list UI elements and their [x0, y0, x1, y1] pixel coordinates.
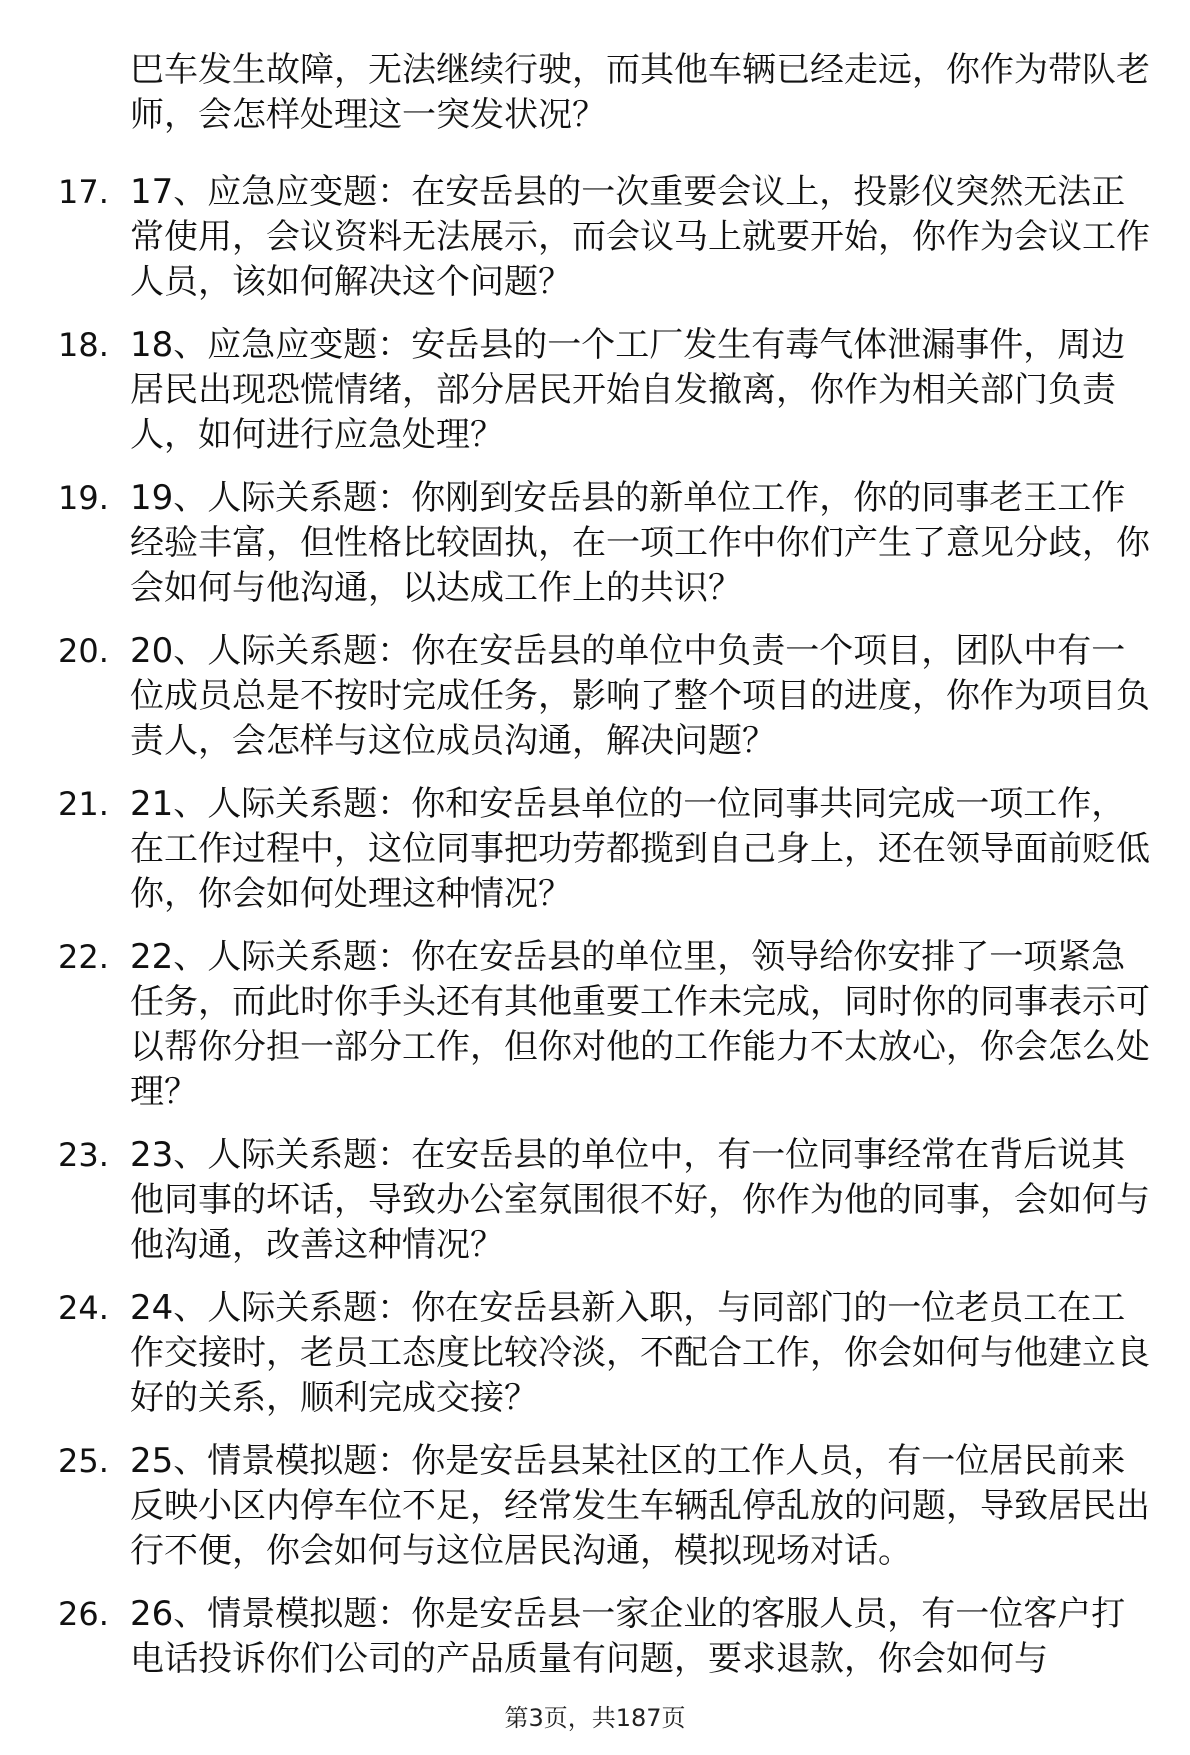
- question-item: [0, 629, 1190, 764]
- question-number: 23.: [58, 1136, 109, 1174]
- question-text: 17、应急应变题：在安岳县的一次重要会议上，投影仪突然无法正常使用，会议资料无法展示，而会议马上就要开始，你作为会议工作人员，该如何解决这个问题？: [130, 172, 1150, 302]
- question-item: [0, 1286, 1190, 1421]
- question-item: [0, 1439, 1190, 1574]
- question-text: 24、人际关系题：你在安岳县新入职，与同部门的一位老员工在工作交接时，老员工态度比较冷淡，不配合工作，你会如何与他建立良好的关系，顺利完成交接？: [130, 1288, 1150, 1418]
- question-text: 18、应急应变题：安岳县的一个工厂发生有毒气体泄漏事件，周边居民出现恐慌情绪，部分居民开始自发撤离，你作为相关部门负责人，如何进行应急处理？: [130, 325, 1126, 455]
- question-item: [0, 782, 1190, 917]
- question-number: 20.: [58, 632, 109, 670]
- question-number: 21.: [58, 785, 109, 823]
- question-item: [0, 935, 1190, 1115]
- question-number: 19.: [58, 479, 109, 517]
- question-number: 22.: [58, 938, 109, 976]
- page-footer: [0, 1698, 1190, 1733]
- question-list: [0, 170, 1190, 1700]
- question-text: 19、人际关系题：你刚到安岳县的新单位工作，你的同事老王工作经验丰富，但性格比较固执，在一项工作中你们产生了意见分歧，你会如何与他沟通，以达成工作上的共识？: [130, 478, 1150, 608]
- question-number: 26.: [58, 1595, 109, 1633]
- continuation-paragraph: 巴车发生故障，无法继续行驶，而其他车辆已经走远，你作为带队老师，会怎样处理这一突发状况？: [130, 50, 1150, 135]
- question-text: 22、人际关系题：你在安岳县的单位里，领导给你安排了一项紧急任务，而此时你手头还有其他重要工作未完成，同时你的同事表示可以帮你分担一部分工作，但你对他的工作能力不太放心，你会怎么处理？: [130, 937, 1150, 1112]
- question-item: [0, 1133, 1190, 1268]
- question-text: 26、情景模拟题：你是安岳县一家企业的客服人员，有一位客户打电话投诉你们公司的产品质量有问题，要求退款，你会如何与: [130, 1594, 1126, 1679]
- question-number: 25.: [58, 1442, 109, 1480]
- question-item: [0, 323, 1190, 458]
- question-number: 24.: [58, 1289, 109, 1327]
- question-item: [0, 170, 1190, 305]
- question-item: [0, 1592, 1190, 1682]
- question-text: 20、人际关系题：你在安岳县的单位中负责一个项目，团队中有一位成员总是不按时完成任务，影响了整个项目的进度，你作为项目负责人，会怎样与这位成员沟通，解决问题？: [130, 631, 1150, 761]
- question-text: 23、人际关系题：在安岳县的单位中，有一位同事经常在背后说其他同事的坏话，导致办公室氛围很不好，你作为他的同事，会如何与他沟通，改善这种情况？: [130, 1135, 1150, 1265]
- question-number: 17.: [58, 173, 109, 211]
- question-text: 21、人际关系题：你和安岳县单位的一位同事共同完成一项工作，在工作过程中，这位同事把功劳都揽到自己身上，还在领导面前贬低你，你会如何处理这种情况？: [130, 784, 1150, 914]
- page-number-label: 第3页，共187页: [504, 1704, 686, 1732]
- question-number: 18.: [58, 326, 109, 364]
- question-item: [0, 476, 1190, 611]
- question-text: 25、情景模拟题：你是安岳县某社区的工作人员，有一位居民前来反映小区内停车位不足，经常发生车辆乱停乱放的问题，导致居民出行不便，你会如何与这位居民沟通，模拟现场对话。: [130, 1441, 1150, 1571]
